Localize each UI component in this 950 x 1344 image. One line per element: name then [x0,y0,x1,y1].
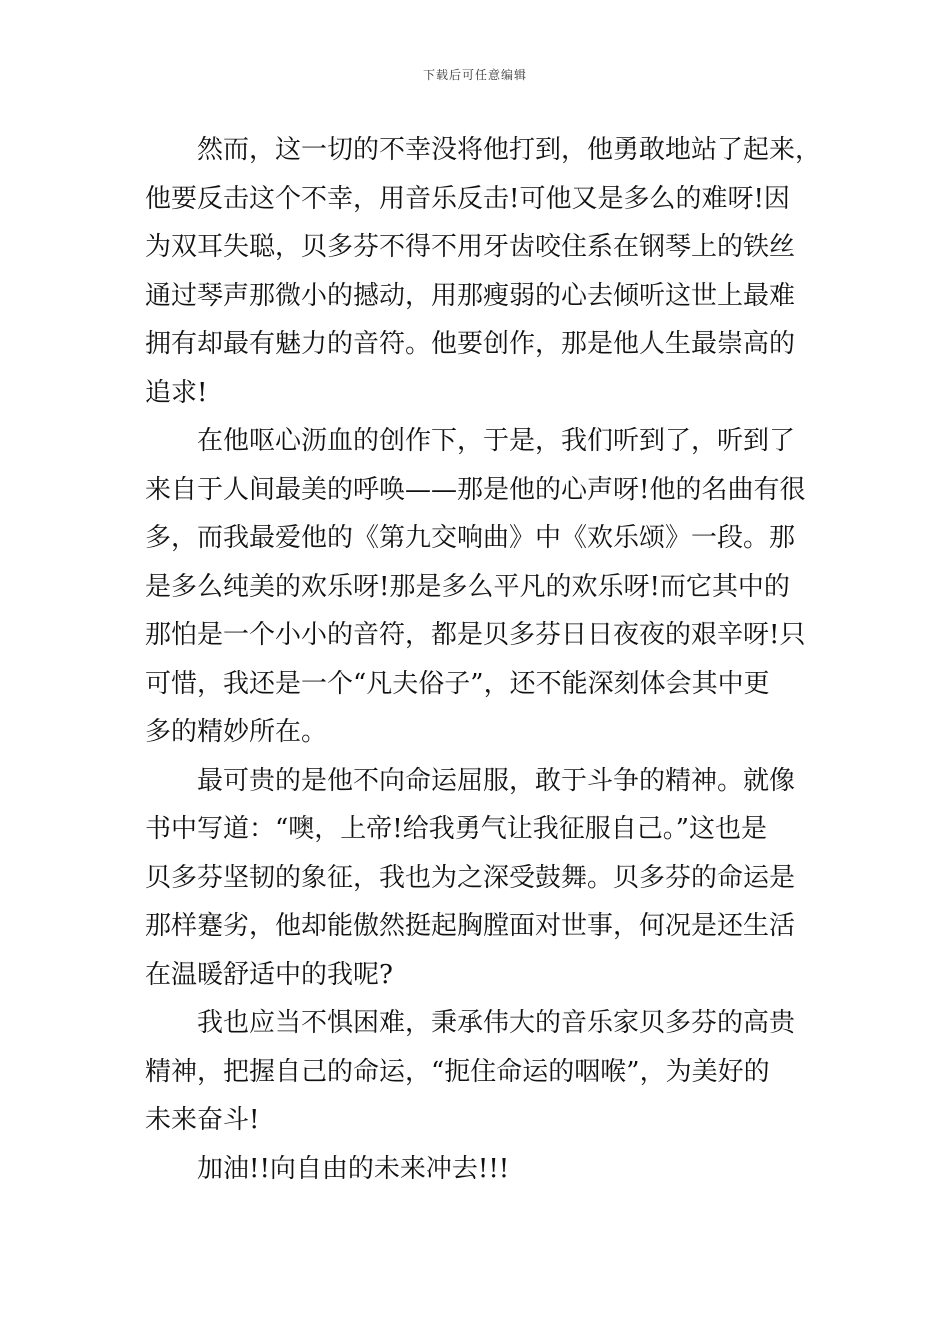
text-line: 然而，这一切的不幸没将他打到，他勇敢地站了起来， [197,135,822,165]
text-line: 精神，把握自己的命运，“扼住命运的咽喉”，为美好的 [145,1056,770,1087]
text-line: 可惜，我还是一个“凡夫俗子”，还不能深刻体会其中更 [145,668,770,699]
text-line: 多，而我最爱他的《第九交响曲》中《欢乐颂》一段。那 [145,523,796,553]
page-header-note: 下载后可任意编辑 [422,68,527,82]
paragraph [145,1145,835,1194]
paragraph [145,417,835,757]
text-line: 是多么纯美的欢乐呀!那是多么平凡的欢乐呀!而它其中的 [145,571,790,602]
text-line: 为双耳失聪，贝多芬不得不用牙齿咬住系在钢琴上的铁丝 [145,232,796,262]
paragraph [145,757,835,1000]
paragraph [145,126,835,417]
text-line: 来自于人间最美的呼唤——那是他的心声呀!他的名曲有很 [145,474,806,505]
text-line: 在温暖舒适中的我呢? [145,959,393,990]
text-line: 他要反击这个不幸，用音乐反击!可他又是多么的难呀!因 [145,183,790,214]
text-line: 多的精妙所在。 [145,717,328,747]
paragraph [145,999,835,1145]
text-line: 追求! [145,377,208,408]
text-line: 那样蹇劣，他却能傲然挺起胸膛面对世事，何况是还生活 [145,911,796,941]
text-line: 书中写道：“噢，上帝!给我勇气让我征服自己。”这也是 [145,814,768,844]
text-line: 贝多芬坚韧的象征，我也为之深受鼓舞。贝多芬的命运是 [145,862,796,893]
text-line: 在他呕心沥血的创作下，于是，我们听到了，听到了 [197,426,796,456]
text-line: 通过琴声那微小的撼动，用那瘦弱的心去倾听这世上最难 [145,280,796,311]
document-body [145,126,835,1193]
text-line: 加油!!向自由的未来冲去!!! [197,1153,510,1184]
text-line: 拥有却最有魅力的音符。他要创作，那是他人生最崇高的 [145,329,796,359]
text-line: 最可贵的是他不向命运屈服，敢于斗争的精神。就像 [197,765,796,796]
text-line: 那怕是一个小小的音符，都是贝多芬日日夜夜的艰辛呀!只 [145,620,806,650]
text-line: 未来奋斗! [145,1105,260,1135]
text-line: 我也应当不惧困难，秉承伟大的音乐家贝多芬的高贵 [197,1008,796,1038]
